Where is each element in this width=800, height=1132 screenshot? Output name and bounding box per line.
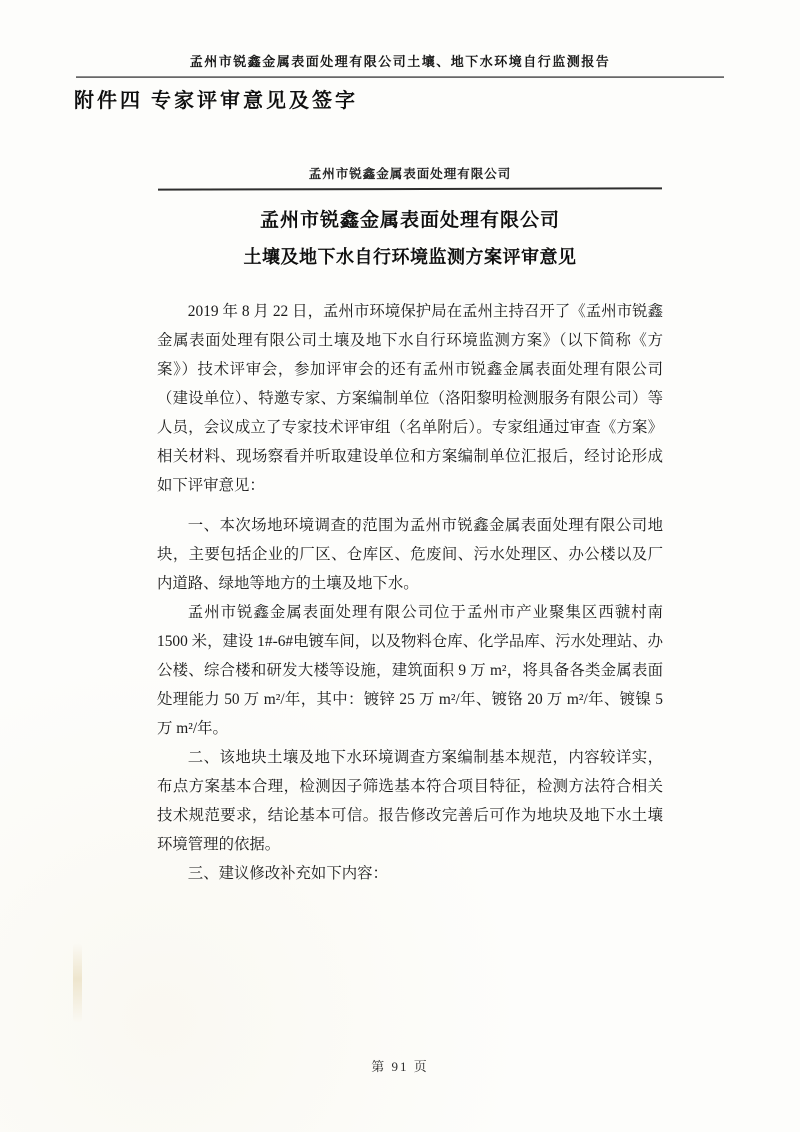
page-footer	[0, 1056, 800, 1075]
document-body	[157, 297, 663, 888]
page-number: 第 91 页	[371, 1059, 429, 1074]
paragraph-intro: 2019 年 8 月 22 日，孟州市环境保护局在孟州主持召开了《孟州市锐鑫金属表面处理有限公司土壤及地下水自行环境监测方案》（以下简称《方案》）技术评审会，参加评审会的还有孟州市锐鑫金属表面处理有限公司（建设单位）、特邀专家、方案编制单位（洛阳黎明检测服务有限公司）等人员，会议成立了专家技术评审组（名单附后）。专家组通过审查《方案》相关材料、现场察看并听取建设单位和方案编制单位汇报后，经讨论形成如下评审意见：	[157, 303, 663, 494]
paragraph-company-overview: 孟州市锐鑫金属表面处理有限公司位于孟州市产业聚集区西虢村南 1500 米，建设 1#-6#电镀车间，以及物料仓库、化学品库、污水处理站、办公楼、综合楼和研发大楼等设施，建筑面积 9 万 m²，将具备各类金属表面处理能力 50 万 m²/年，其中：镀锌 25 万 m²/年、镀铬 20 万 m²/年、镀镍 5 万 m²/年。	[157, 604, 663, 737]
paragraph-opinion-3: 三、建议修改补充如下内容：	[187, 865, 388, 882]
paragraph-opinion-2: 二、该地块土壤及地下水环境调查方案编制基本规范，内容较详实，布点方案基本合理，检测因子筛选基本符合项目特征，检测方法符合相关技术规范要求，结论基本可信。报告修改完善后可作为地块及地下水土壤环境管理的依据。	[157, 749, 663, 853]
scan-smudge-artifact	[73, 943, 82, 1023]
document-title-line1: 孟州市锐鑫金属表面处理有限公司	[259, 210, 560, 231]
document-title-line2: 土壤及地下水自行环境监测方案评审意见	[243, 247, 577, 267]
running-header: 孟州市锐鑫金属表面处理有限公司土壤、地下水环境自行监测报告	[189, 54, 611, 69]
paragraph-opinion-1: 一、本次场地环境调查的范围为孟州市锐鑫金属表面处理有限公司地块，主要包括企业的厂区、仓库区、危废间、污水处理区、办公楼以及厂内道路、绿地等地方的土壤及地下水。	[157, 517, 663, 592]
letterhead-rule	[158, 187, 662, 190]
header-rule	[76, 76, 724, 78]
letterhead: 孟州市锐鑫金属表面处理有限公司	[308, 167, 512, 181]
attachment-heading: 附件四 专家评审意见及签字	[74, 90, 358, 112]
